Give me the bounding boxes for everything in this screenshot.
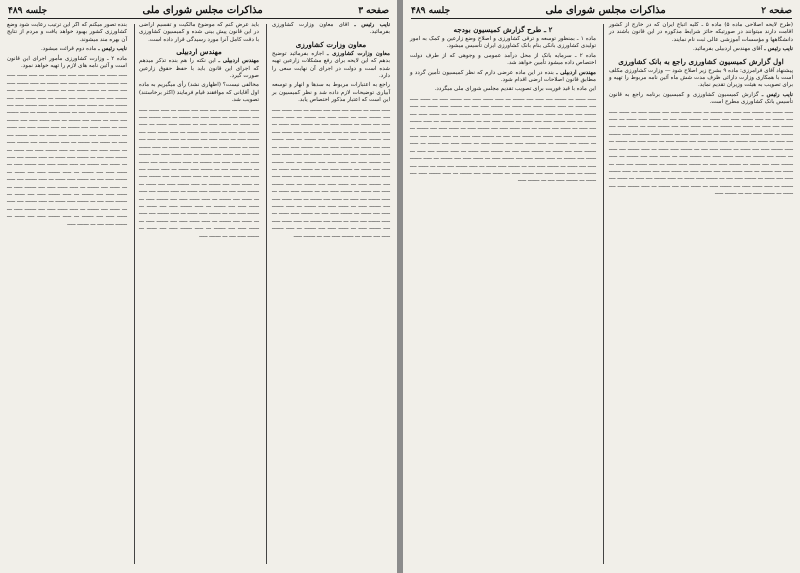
paragraph	[609, 46, 793, 53]
paragraph-text: (طرح لایحه اصلاحی ماده ۵) ماده ۵ ـ کلیه اتباع ایران که در خارج از کشور اقامت دارند میتوانند در صورتیکه حائز شرایط مذکوره در این قانون باشند در دانشگاهها و مؤسسات آموزشی عالی ثبت نام نمایند.	[609, 22, 793, 43]
paragraph	[609, 68, 793, 90]
column-rule	[134, 24, 135, 564]
text-column	[269, 22, 393, 567]
paragraph-text: باید عرض کنم که موضوع مالکیت و تقسیم اراضی در این قانون پیش بینی شده و کمیسیون کشاورزی با دقت کامل آنرا مورد رسیدگی قرار داده است.	[139, 22, 259, 43]
paragraph	[139, 22, 259, 44]
speaker-name: نایب رئیس ـ	[761, 91, 793, 98]
paragraph	[410, 70, 596, 85]
text-column	[4, 22, 130, 567]
paragraph	[272, 51, 390, 81]
paragraph	[609, 92, 793, 107]
paragraph	[272, 22, 390, 37]
paragraph-text: این ماده با قید فوریت برای تصویب تقدیم مجلس شورای ملی میگردد.	[434, 86, 596, 93]
illegible-text-block: ـــــ ــــــ ـــ ـــــــ ــــ ـــــ ــــ ـــــــ ـــ ـــــ ــــــ ـــــ ــــ ـــــــ ـــــ ـــ ــــــ ـــــ ــــ ـــــــ ـــ ـــــ ـــــــ ـــــ ــــ ــــــ ـــ ـــــــ ـــــ ــــ ـــ ـــــــ ـــــ ــــــ ـــ ـــــ ـــــــ ــــ ـــــ ـــ ــــــ ــــ ـــــــ ـــ ـــــ ــــــ ـــــ ــــ ـــــــ ـــــ ـــ ــــــ ـــــ ــــ ـــــــ ـــ ـــــ ـــــــ ـــــ ــــ ــــــ ـــ ـــــــ ـــــ ــــ ـــ ـــــــ ـــــ ــــــ ـــ ـــــ ـــــــ ــــ ـــــ ـــ ــــــ ــــ ـــــــ ـــ ـــــ ــــــ ـــــ ــــ ـــــــ ـــــ ـــ ــــــ ـــــ ــــ ـــــــ ـــ ـــــ ـــــــ ـــــ ــــ ــــــ ـــ ـــــــ ـــــ ــــ ـــ ـــــــ ـــــ ــــــ ـــ ـــــ ـــــــ ــــ ـــــ ـــ ــــــ ــــ ـــــــ ـــ ـــــ ــــــ ـــــ ــــ ـــــــ ـــــ ـــ ــــــ ـــــ ــــ ـــــــ ـــ ـــــ ـــــــ ـــــ ــــ ــــــ ـــ ـــــــ ـــــ ــــ ـــ ـــــــ ـــــ ــــــ ـــ ـــــ ـــــــ ــــ ـــــ ـــ ــــــ ــــ ـــــــ ـــ ـــــ ــــــ ـــــ ــــ ـــــــ ـــــ ـــ ــــــ ـــــ ــــ ـــــــ ـــ ـــــ ـــــــ ـــــ ــــ ــــــ ـــ ـــــــ ـــــ ــــ ـــ ـــــــ ـــــ ــــــ ـــ ـــــ ـــــــ ــــ ـــــ ـــ ــــــ ــــ ـــــــ ـــ ـــــ ــــــ ـــــ ــــ ـــــــ ـــــ ـــ ــــــ ـــــ ــــ ـــــــ ـــ ـــــ ـــــــ ـــــ ــــ ــــــ ـــ ـــــــ ـــــ ــــ ـــ ـــــــ ـــــ	[272, 106, 390, 239]
text-column	[606, 22, 796, 567]
illegible-text-block: ـــــ ــــــ ـــ ـــــــ ــــ ـــــ ــــ ـــــــ ـــ ـــــ ــــــ ـــــ ــــ ـــــــ ـــــ ـــ ــــــ ـــــ ــــ ـــــــ ـــ ـــــ ـــــــ ـــــ ــــ ــــــ ـــ ـــــــ ـــــ ــــ ـــ ـــــــ ـــــ ــــــ ـــ ـــــ ـــــــ ــــ ـــــ ـــ ــــــ ــــ ـــــــ ـــ ـــــ ــــــ ـــــ ــــ ـــــــ ـــــ ـــ ــــــ ـــــ ــــ ـــــــ ـــ ـــــ ـــــــ ـــــ ــــ ــــــ ـــ ـــــــ ـــــ ــــ ـــ ـــــــ ـــــ ــــــ ـــ ـــــ ـــــــ ــــ ـــــ ـــ ــــــ ــــ ـــــــ ـــ ـــــ ــــــ ـــــ ــــ ـــــــ ـــــ ـــ ــــــ ـــــ ــــ ـــــــ ـــ ـــــ ـــــــ ـــــ ــــ ــــــ ـــ ـــــــ ـــــ ــــ ـــ ـــــــ ـــــ ــــــ ـــ ـــــ ـــــــ ــــ ـــــ ـــ ــــــ ــــ ـــــــ ـــ ـــــ ــــــ ـــــ ــــ ـــــــ ـــــ ـــ ــــــ ـــــ ــــ ـــــــ ـــ ـــــ ـــــــ ـــــ ــــ ــــــ ـــ ـــــــ ـــــ ــــ ـــ ـــــــ ـــــ ــــــ ـــ ـــــ ـــــــ ــــ ـــــ ـــ ــــــ ــــ ـــــــ ـــ ـــــ ــــــ ـــــ ــــ ـــــــ ـــــ ـــ ــــــ ـــــ ــــ ـــــــ ـــ ـــــ ـــــــ ـــــ ــــ ــــــ ـــ ـــــــ ـــــ ــــ ـــ ـــــــ ـــــ ــــــ ـــ ـــــ ـــــــ ــــ ـــــ ـــ ــــــ ــــ ـــــــ ـــ ـــــ ــــــ ـــــ ــــ ـــــــ ـــــ ـــ ــــــ ـــــ ــــ ـــــــ ـــ ـــــ ـــــــ ـــــ ــــ ــــــ ـــ ـــــــ ـــــ ــــ ـــ ـــــــ ـــــ ــــــ ـــ ـــــ ـــــــ ــــ ـــــ ـــ ــــــ ــــ ـــــــ ـــ ـــــ ــــــ ـــــ ــــ ـــــــ ـــــ ـــ ــــــ ـــــ ــــ ـــــــ ـــ ـــــ ـــــــ ـــــ ــــ ــــــ ـــ ـــــــ ـــــ ــــ ـــ ـــــــ ـــــ	[7, 72, 127, 227]
paragraph	[410, 36, 596, 51]
speaker-name: نایب رئیس ـ	[354, 22, 390, 28]
speaker-name: مهندس اردبیلی ـ	[218, 58, 259, 65]
paragraph	[410, 53, 596, 68]
column-rule	[603, 24, 604, 564]
left-page	[0, 0, 397, 573]
paragraph-text: اجازه بفرمائید توضیح بدهم که این لایحه برای رفع مشکلات زارعین تهیه شده است و دولت در اجرای آن نهایت سعی را دارد.	[272, 50, 390, 80]
right-page-header	[411, 3, 792, 19]
page-number-label: صفحه ۲	[761, 5, 792, 16]
paragraph-text: پیشنهاد آقای فرامرزی: ماده ۹ بشرح زیر اصلاح شود — وزارت کشاورزی مکلف است با همکاری وزارت دارائی ظرف مدت شش ماه آئین نامه مربوط را تهیه و برای تصویب به هیئت وزیران تقدیم نماید.	[609, 67, 793, 89]
text-column	[136, 22, 262, 567]
session-label: جلسه ۴۸۹	[8, 5, 48, 16]
paragraph-text: ماده ۲ ـ وزارت کشاورزی مأمور اجرای این قانون است و آئین نامه های لازم را تهیه خواهد نمود.	[7, 55, 127, 70]
speaker-name: مهندس اردبیلی ـ	[556, 69, 596, 76]
paragraph-text: ماده ۲ ـ سرمایه بانک از محل درآمد عمومی و وجوهی که از طرف دولت اختصاص داده میشود تأمین خواهد شد.	[410, 52, 597, 67]
paragraph	[272, 82, 390, 104]
section-heading: معاون وزارت کشاورزی	[295, 39, 367, 49]
column-rule	[266, 24, 267, 564]
paragraph-text: مخالفی نیست؟ (اظهاری نشد) رأی میگیریم به ماده اول آقایانی که موافقند قیام فرمایند (اکثر برخاستند) تصویب شد.	[139, 82, 259, 104]
illegible-text-block: ـــــ ــــــ ـــ ـــــــ ــــ ـــــ ــــ ـــــــ ـــ ـــــ ــــــ ـــــ ــــ ـــــــ ـــــ ـــ ــــــ ـــــ ــــ ـــــــ ـــ ـــــ ـــــــ ـــــ ــــ ــــــ ـــ ـــــــ ـــــ ــــ ـــ ـــــــ ـــــ ــــــ ـــ ـــــ ـــــــ ــــ ـــــ ـــ ــــــ ــــ ـــــــ ـــ ـــــ ــــــ ـــــ ــــ ـــــــ ـــــ ـــ ــــــ ـــــ ــــ ـــــــ ـــ ـــــ ـــــــ ـــــ ــــ ــــــ ـــ ـــــــ ـــــ ــــ ـــ ـــــــ ـــــ ــــــ ـــ ـــــ ـــــــ ــــ ـــــ ـــ ــــــ ــــ ـــــــ ـــ ـــــ ــــــ ـــــ ــــ ـــــــ ـــــ ـــ ــــــ ـــــ ــــ ـــــــ ـــ ـــــ ـــــــ ـــــ ــــ ــــــ ـــ ـــــــ ـــــ ــــ ـــ ـــــــ ـــــ ــــــ ـــ ـــــ ـــــــ ــــ ـــــ ـــ ــــــ ــــ ـــــــ ـــ ـــــ ــــــ ـــــ ــــ ـــــــ ـــــ ـــ ــــــ ـــــ ــــ ـــــــ ـــ ـــــ ـــــــ ـــــ ــــ ــــــ ـــ ـــــــ ـــــ ــــ ـــ ـــــــ ـــــ ــــــ ـــ ـــــ ـــــــ ــــ ـــــ ـــ ــــــ ــــ ـــــــ ـــ ـــــ ــــــ ـــــ ــــ ـــــــ ـــــ ـــ ــــــ ـــــ ــــ ـــــــ ـــ ـــــ ـــــــ ـــــ ــــ ــــــ ـــ ـــــــ ـــــ ــــ ـــ ـــــــ ـــــ ــــــ ـــ ـــــ ـــــــ ــــ ـــــ ـــ ــــــ ــــ ـــــــ ـــ ـــــ ــــــ ـــــ ــــ ـــــــ ـــــ ـــ ــــــ ـــــ ــــ ـــــــ ـــ ـــــ ـــــــ ـــــ ــــ ــــــ ـــ ـــــــ ـــــ ــــ ـــ ـــــــ ـــــ	[410, 95, 596, 184]
text-column	[407, 22, 599, 567]
paragraph-text: گزارش کمیسیون کشاورزی و کمیسیون برنامه راجع به قانون تأسیس بانک کشاورزی مطرح است.	[609, 91, 793, 106]
speaker-name: نایب رئیس ـ	[98, 46, 127, 53]
illegible-text-block: ـــــ ــــــ ـــ ـــــــ ــــ ـــــ ــــ ـــــــ ـــ ـــــ ــــــ ـــــ ــــ ـــــــ ـــــ ـــ ــــــ ـــــ ــــ ـــــــ ـــ ـــــ ـــــــ ـــــ ــــ ــــــ ـــ ـــــــ ـــــ ــــ ـــ ـــــــ ـــــ ــــــ ـــ ـــــ ـــــــ ــــ ـــــ ـــ ــــــ ــــ ـــــــ ـــ ـــــ ــــــ ـــــ ــــ ـــــــ ـــــ ـــ ــــــ ـــــ ــــ ـــــــ ـــ ـــــ ـــــــ ـــــ ــــ ــــــ ـــ ـــــــ ـــــ ــــ ـــ ـــــــ ـــــ ــــــ ـــ ـــــ ـــــــ ــــ ـــــ ـــ ــــــ ــــ ـــــــ ـــ ـــــ ــــــ ـــــ ــــ ـــــــ ـــــ ـــ ــــــ ـــــ ــــ ـــــــ ـــ ـــــ ـــــــ ـــــ ــــ ــــــ ـــ ـــــــ ـــــ ــــ ـــ ـــــــ ـــــ ــــــ ـــ ـــــ ـــــــ ــــ ـــــ ـــ ــــــ ــــ ـــــــ ـــ ـــــ ــــــ ـــــ ــــ ـــــــ ـــــ ـــ ــــــ ـــــ ــــ ـــــــ ـــ ـــــ ـــــــ ـــــ ــــ ــــــ ـــ ـــــــ ـــــ ــــ ـــ ـــــــ ـــــ ــــــ ـــ ـــــ ـــــــ ــــ ـــــ ـــ ــــــ ــــ ـــــــ ـــ ـــــ ــــــ ـــــ ــــ ـــــــ ـــــ ـــ ــــــ ـــــ ــــ ـــــــ ـــ ـــــ ـــــــ ـــــ ــــ ــــــ ـــ ـــــــ ـــــ ــــ ـــ ـــــــ ـــــ ــــــ ـــ ـــــ ـــــــ ــــ ـــــ ـــ ــــــ ــــ ـــــــ ـــ ـــــ ــــــ ـــــ ــــ ـــــــ ـــــ ـــ ــــــ ـــــ ــــ ـــــــ ـــ ـــــ ـــــــ ـــــ ــــ ــــــ ـــ ـــــــ ـــــ ــــ ـــ ـــــــ ـــــ	[139, 106, 259, 239]
paragraph	[7, 46, 127, 53]
section-heading: ۲ ـ طرح گزارش کمیسیون بودجه	[453, 25, 553, 34]
paragraph	[609, 22, 793, 44]
paragraph	[7, 56, 127, 71]
paragraph	[410, 86, 596, 93]
paragraph-text: این نکته را هم بنده تذکر میدهم که اجرای این قانون باید با حفظ حقوق زارعین صورت گیرد.	[139, 58, 259, 80]
paragraph-text: آقای مهندس اردبیلی بفرمائید.	[692, 46, 763, 53]
session-label: جلسه ۴۸۹	[411, 5, 451, 16]
paragraph-text: ماده ۱ ـ بمنظور توسعه و ترقی کشاورزی و اصلاح وضع زارعین و کمک به امور تولیدی کشاورزی بانکی بنام بانک کشاورزی ایران تأسیس میشود.	[410, 36, 596, 50]
paragraph-text: راجع به اعتبارات مربوط به سدها و انهار و توسعه آبیاری توضیحات لازم داده شد و نظر کمیسیون بر این است که اعتبار مذکور اختصاص یابد.	[272, 82, 390, 104]
illegible-text-block: ـــــ ــــــ ـــ ـــــــ ــــ ـــــ ــــ ـــــــ ـــ ـــــ ــــــ ـــــ ــــ ـــــــ ـــــ ـــ ــــــ ـــــ ــــ ـــــــ ـــ ـــــ ـــــــ ـــــ ــــ ــــــ ـــ ـــــــ ـــــ ــــ ـــ ـــــــ ـــــ ــــــ ـــ ـــــ ـــــــ ــــ ـــــ ـــ ــــــ ــــ ـــــــ ـــ ـــــ ــــــ ـــــ ــــ ـــــــ ـــــ ـــ ــــــ ـــــ ــــ ـــــــ ـــ ـــــ ـــــــ ـــــ ــــ ــــــ ـــ ـــــــ ـــــ ــــ ـــ ـــــــ ـــــ ــــــ ـــ ـــــ ـــــــ ــــ ـــــ ـــ ــــــ ــــ ـــــــ ـــ ـــــ ــــــ ـــــ ــــ ـــــــ ـــــ ـــ ــــــ ـــــ ــــ ـــــــ ـــ ـــــ ـــــــ ـــــ ــــ ــــــ ـــ ـــــــ ـــــ ــــ ـــ ـــــــ ـــــ ــــــ ـــ ـــــ ـــــــ ــــ ـــــ ـــ ــــــ ــــ ـــــــ ـــ ـــــ ــــــ ـــــ ــــ ـــــــ ـــــ ـــ ــــــ ـــــ ــــ ـــــــ ـــ ـــــ ـــــــ ـــــ ــــ ــــــ ـــ ـــــــ ـــــ ــــ ـــ ـــــــ ـــــ ــــــ ـــ ـــــ ـــــــ ــــ ـــــ ـــ ــــــ ــــ ـــــــ ـــ ـــــ ــــــ ـــــ ــــ ـــــــ ـــــ ـــ ــــــ ـــــ ــــ ـــــــ ـــ ـــــ ـــــــ ـــــ ــــ ــــــ ـــ ـــــــ ـــــ ــــ ـــ ـــــــ ـــــ ــــــ ـــ ـــــ ـــــــ ــــ ـــــ ـــ ــــــ ــــ ـــــــ ـــ ـــــ ــــــ ـــــ ــــ ـــــــ ـــــ ـــ ــــــ ـــــ ــــ ـــــــ ـــ ـــــ ـــــــ ـــــ ــــ ــــــ ـــ ـــــــ ـــــ ــــ ـــ ـــــــ ـــــ	[609, 108, 793, 197]
left-page-header	[8, 3, 389, 19]
section-heading: اول گزارش کمیسیون کشاورزی راجع به بانک کشاورزی	[618, 56, 784, 66]
newspaper-title: مذاکرات مجلس شورای ملی	[142, 5, 263, 16]
paragraph	[139, 82, 259, 104]
newspaper-title: مذاکرات مجلس شورای ملی	[545, 5, 666, 16]
paragraph	[7, 22, 127, 44]
speaker-name: معاون وزارت کشاورزی ـ	[327, 50, 390, 57]
speaker-name: نایب رئیس ـ	[764, 46, 793, 53]
paragraph	[139, 58, 259, 80]
paragraph-text: بنده در این ماده عرضی دارم که نظر کمیسیون تأمین گردد و مطابق قانون اصلاحات ارضی اقدام شود.	[410, 69, 596, 84]
right-page	[403, 0, 800, 573]
paragraph-text: بنده تصور میکنم که اگر این ترتیب رعایت شود وضع کشاورزی کشور بهبود خواهد یافت و مردم از نتایج آن بهره مند میشوند.	[7, 22, 127, 43]
paragraph-text: آقای معاون وزارت کشاورزی بفرمائید.	[272, 22, 390, 36]
section-heading: مهندس اردبیلی	[176, 47, 222, 57]
paragraph-text: ماده دوم قرائت میشود.	[40, 46, 97, 53]
page-number-label: صفحه ۳	[358, 5, 389, 16]
